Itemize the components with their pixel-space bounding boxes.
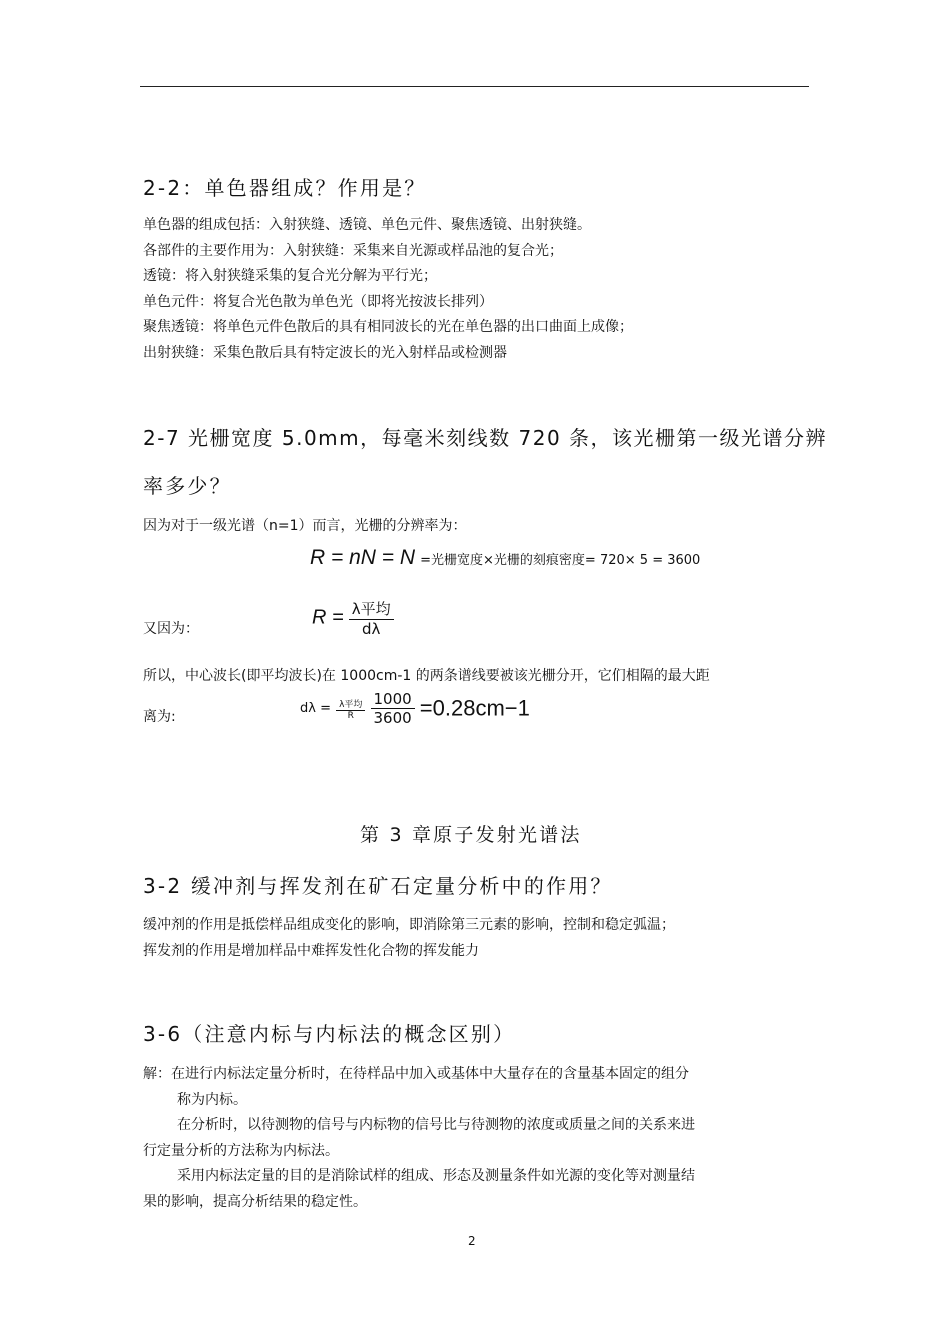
section-heading-3-2: 3-2 缓冲剂与挥发剂在矿石定量分析中的作用？ <box>143 874 613 898</box>
paragraph-line: 所以，中心波长(即平均波长)在 1000cm-1 的两条谱线要被该光栅分开，它们相隔的最大距 <box>143 668 710 684</box>
equation-tail: =光栅宽度×光栅的刻痕密度= 720× 5 = 3600 <box>420 553 701 568</box>
section-body-2-2 <box>143 213 633 366</box>
equation-main: R = nN = N <box>310 546 416 569</box>
label-distance: 离为: <box>143 709 176 725</box>
paragraph-line: 挥发剂的作用是增加样品中难挥发性化合物的挥发能力 <box>143 942 479 959</box>
paragraph-line: 单色器的组成包括：入射狭缝、透镜、单色元件、聚焦透镜、出射狭缝。 <box>143 217 591 233</box>
paragraph-line: 称为内标。 <box>177 1091 247 1108</box>
fraction-small <box>336 697 365 721</box>
header-rule <box>140 86 809 87</box>
paragraph-line: 解：在进行内标法定量分析时，在待样品中加入或基体中大量存在的含量基本固定的组分 <box>143 1066 689 1082</box>
paragraph-line: 出射狭缝：采集色散后具有特定波长的光入射样品或检测器 <box>143 344 507 361</box>
paragraph-line: 在分析时，以待测物的信号与内标物的信号比与待测物的浓度或质量之间的关系来进 <box>177 1117 695 1133</box>
fraction-denominator: 3600 <box>373 709 412 727</box>
fraction-numerator: λ平均 <box>349 598 394 620</box>
paragraph-line: 采用内标法定量的目的是消除试样的组成、形态及测量条件如光源的变化等对测量结 <box>177 1168 695 1184</box>
fraction-denominator: dλ <box>362 620 381 638</box>
equation-result: =0.28cm−1 <box>419 695 530 721</box>
section-body-3-2 <box>143 913 675 964</box>
equation-wavelength-difference <box>300 690 530 727</box>
chapter-title: 第 3 章原子发射光谱法 <box>360 824 582 846</box>
section-heading-3-6: 3-6（注意内标与内标法的概念区别） <box>143 1022 516 1046</box>
paragraph-line: 聚焦透镜：将单色元件色散后的具有相同波长的光在单色器的出口曲面上成像； <box>143 319 633 335</box>
equation-resolution <box>310 546 700 570</box>
label-also-because: 又因为： <box>143 621 199 637</box>
page-number: 2 <box>468 1234 476 1248</box>
section-heading-2-7-line2: 率多少？ <box>143 474 232 498</box>
paragraph-line: 行定量分析的方法称为内标法。 <box>143 1142 339 1159</box>
paragraph-line: 各部件的主要作用为：入射狭缝：采集来自光源或样品池的复合光； <box>143 242 563 259</box>
fraction-numerator: λ平均 <box>336 697 365 711</box>
equation-resolution-wavelength <box>312 598 394 638</box>
section-body-3-6 <box>143 1062 695 1215</box>
fraction-numeric <box>371 690 415 727</box>
fraction <box>349 598 394 638</box>
paragraph-line: 果的影响，提高分析结果的稳定性。 <box>143 1193 367 1210</box>
paragraph-line: 因为对于一级光谱（n=1）而言，光栅的分辨率为： <box>143 518 467 534</box>
paragraph-line: 缓冲剂的作用是抵偿样品组成变化的影响，即消除第三元素的影响，控制和稳定弧温； <box>143 917 675 933</box>
equation-lhs: R = <box>312 606 344 629</box>
equation-lhs: dλ = <box>300 701 331 716</box>
paragraph-line: 单色元件：将复合光色散为单色光（即将光按波长排列） <box>143 293 493 310</box>
fraction-denominator: R <box>347 710 354 721</box>
fraction-numerator: 1000 <box>371 690 415 709</box>
section-heading-2-7-line1: 2-7 光栅宽度 5.0mm，每毫米刻线数 720 条，该光栅第一级光谱分辨 <box>143 426 828 450</box>
section-heading-2-2: 2-2：单色器组成？作用是？ <box>143 176 427 200</box>
paragraph-line: 透镜：将入射狭缝采集的复合光分解为平行光； <box>143 268 437 284</box>
